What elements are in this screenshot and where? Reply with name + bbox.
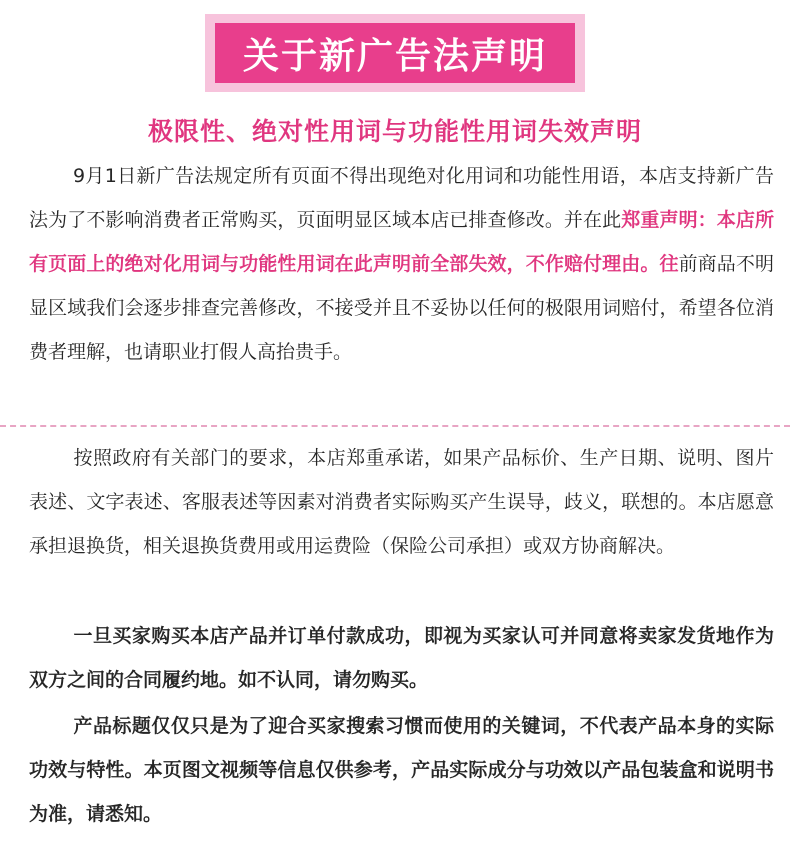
title-banner-inner [215, 23, 575, 83]
dashed-divider [0, 425, 790, 427]
statement-paragraph [29, 154, 774, 374]
statement-highlight: 郑重声明：本店所有页面上的绝对化用词与功能性用词在此声明前全部失效，不作赔付理由。往 [29, 209, 774, 275]
title-banner [205, 14, 585, 92]
contract-paragraph [29, 614, 774, 702]
contract-text: 一旦买家购买本店产品并订单付款成功，即视为买家认可并同意将卖家发货地作为双方之间的合同履约地。如不认同，请勿购买。 [29, 625, 774, 691]
keyword-disclaimer-paragraph [29, 704, 774, 836]
commitment-paragraph [29, 436, 774, 568]
page-title: 关于新广告法声明 [242, 35, 547, 77]
keyword-disclaimer-text: 产品标题仅仅只是为了迎合买家搜索习惯而使用的关键词，不代表产品本身的实际功效与特性。本页图文视频等信息仅供参考，产品实际成分与功效以产品包装盒和说明书为准，请悉知。 [29, 715, 774, 825]
statement-text-before: 9月1日新广告法规定所有页面不得出现绝对化用词和功能性用语，本店支持新广告法为了不影响消费者正常购买，页面明显区域本店已排查修改。并在此 [29, 165, 774, 231]
section-subtitle: 极限性、绝对性用词与功能性用词失效声明 [147, 117, 642, 146]
statement-text-after: 前商品不明显区域我们会逐步排查完善修改，不接受并且不妥协以任何的极限用词赔付，希望各位消费者理解，也请职业打假人高抬贵手。 [29, 253, 774, 363]
commitment-text: 按照政府有关部门的要求，本店郑重承诺，如果产品标价、生产日期、说明、图片表述、文字表述、客服表述等因素对消费者实际购买产生误导，歧义，联想的。本店愿意承担退换货，相关退换货费用或用运费险（保险公司承担）或双方协商解决。 [29, 447, 774, 557]
